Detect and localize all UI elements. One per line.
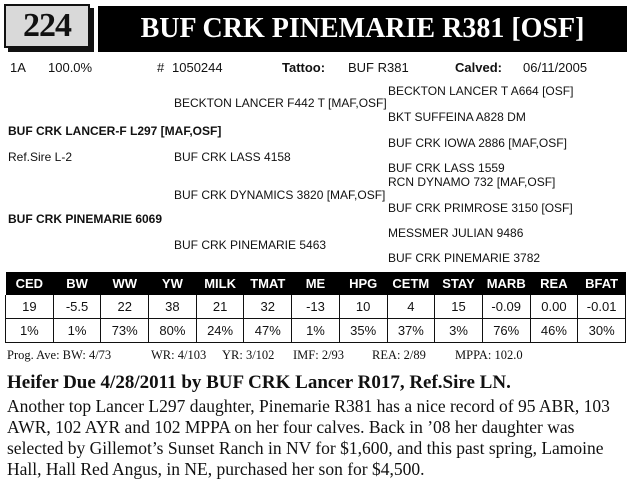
pedigree-dds: MESSMER JULIAN 9486 [388,226,524,240]
epd-percentile: 76% [482,319,530,343]
epd-header: HPG [339,272,387,295]
epd-percentile: 46% [530,319,578,343]
epd-value: -0.01 [578,295,626,319]
epd-value: 10 [339,295,387,319]
epd-header: MILK [196,272,244,295]
breed-code: 1A [10,60,26,75]
epd-header: STAY [435,272,483,295]
epd-header: MARB [482,272,530,295]
epd-percentile: 73% [101,319,149,343]
epd-percentile: 3% [435,319,483,343]
pedigree-sire-sire: BECKTON LANCER F442 T [MAF,OSF] [174,96,387,110]
pedigree-sdd: BUF CRK LASS 1559 [388,161,505,175]
epd-table [5,272,626,343]
pedigree-ssd: BKT SUFFEINA A828 DM [388,110,526,124]
progeny-yr: YR: 3/102 [222,348,275,362]
epd-value: 15 [435,295,483,319]
epd-header: BW [53,272,101,295]
epd-value-row [6,295,626,319]
lot-number: 224 [23,7,71,44]
pedigree-sire-dam: BUF CRK LASS 4158 [174,150,291,164]
epd-percentile: 35% [339,319,387,343]
title-bar [98,6,627,52]
breed-percent: 100.0% [48,60,93,75]
epd-percentile: 24% [196,319,244,343]
tattoo-label: Tattoo: [282,60,326,75]
epd-percentile: 30% [578,319,626,343]
registration-label: # [157,60,165,75]
epd-header-row [6,272,626,295]
calved-label: Calved: [455,60,502,75]
epd-value: -0.09 [482,295,530,319]
epd-header: CETM [387,272,435,295]
epd-value: -5.5 [53,295,101,319]
epd-value: 0.00 [530,295,578,319]
epd-header: ME [292,272,340,295]
animal-title: BUF CRK PINEMARIE R381 [OSF] [140,13,585,44]
pedigree-dam-sire: BUF CRK DYNAMICS 3820 [MAF,OSF] [174,188,386,202]
progeny-bw: Prog. Ave: BW: 4/73 [7,348,112,362]
pedigree-ddd: BUF CRK PINEMARIE 3782 [388,251,541,265]
epd-percentile: 1% [53,319,101,343]
pedigree-sds: BUF CRK IOWA 2886 [MAF,OSF] [388,136,567,150]
progeny-rea: REA: 2/89 [372,348,426,362]
epd-header: TMAT [244,272,292,295]
pedigree-sss: BECKTON LANCER T A664 [OSF] [388,84,574,98]
epd-header: WW [101,272,149,295]
epd-header: YW [149,272,197,295]
pedigree-dsd: BUF CRK PRIMROSE 3150 [OSF] [388,201,573,215]
lot-number-box [4,4,90,48]
pedigree-sire: BUF CRK LANCER-F L297 [MAF,OSF] [8,124,222,138]
epd-header: CED [6,272,54,295]
pedigree-dam: BUF CRK PINEMARIE 6069 [8,212,163,226]
epd-value: 4 [387,295,435,319]
epd-header: REA [530,272,578,295]
tattoo-value: BUF R381 [348,60,409,75]
progeny-mppa: MPPA: 102.0 [455,348,523,362]
epd-value: -13 [292,295,340,319]
epd-percentile: 47% [244,319,292,343]
description-paragraph: Another top Lancer L297 daughter, Pinemarie R381 has a nice record of 95 ABR, 103 AWR, 102 AYR and 102 MPPA on her four calves. Back in ’08 her daughter was selected by Gillemot’s Sunset Ranch in NV for $1,600, and this past spring, Lamoine Hall, Hall Red Angus, in NE, purchased her son for $4,500. [7,396,610,479]
heifer-due-line: Heifer Due 4/28/2011 by BUF CRK Lancer R017, Ref.Sire LN. [7,372,511,393]
epd-header: BFAT [578,272,626,295]
epd-value: 32 [244,295,292,319]
progeny-imf: IMF: 2/93 [293,348,345,362]
epd-percentile-row [6,319,626,343]
registration-number: 1050244 [172,60,223,75]
pedigree-ref-sire: Ref.Sire L-2 [8,150,73,164]
epd-value: 21 [196,295,244,319]
epd-percentile: 1% [6,319,54,343]
epd-percentile: 80% [149,319,197,343]
epd-value: 22 [101,295,149,319]
epd-percentile: 1% [292,319,340,343]
epd-value: 38 [149,295,197,319]
calved-date: 06/11/2005 [523,60,588,75]
pedigree-dam-dam: BUF CRK PINEMARIE 5463 [174,238,327,252]
epd-value: 19 [6,295,54,319]
progeny-wr: WR: 4/103 [151,348,207,362]
epd-percentile: 37% [387,319,435,343]
pedigree-dss: RCN DYNAMO 732 [MAF,OSF] [388,175,556,189]
